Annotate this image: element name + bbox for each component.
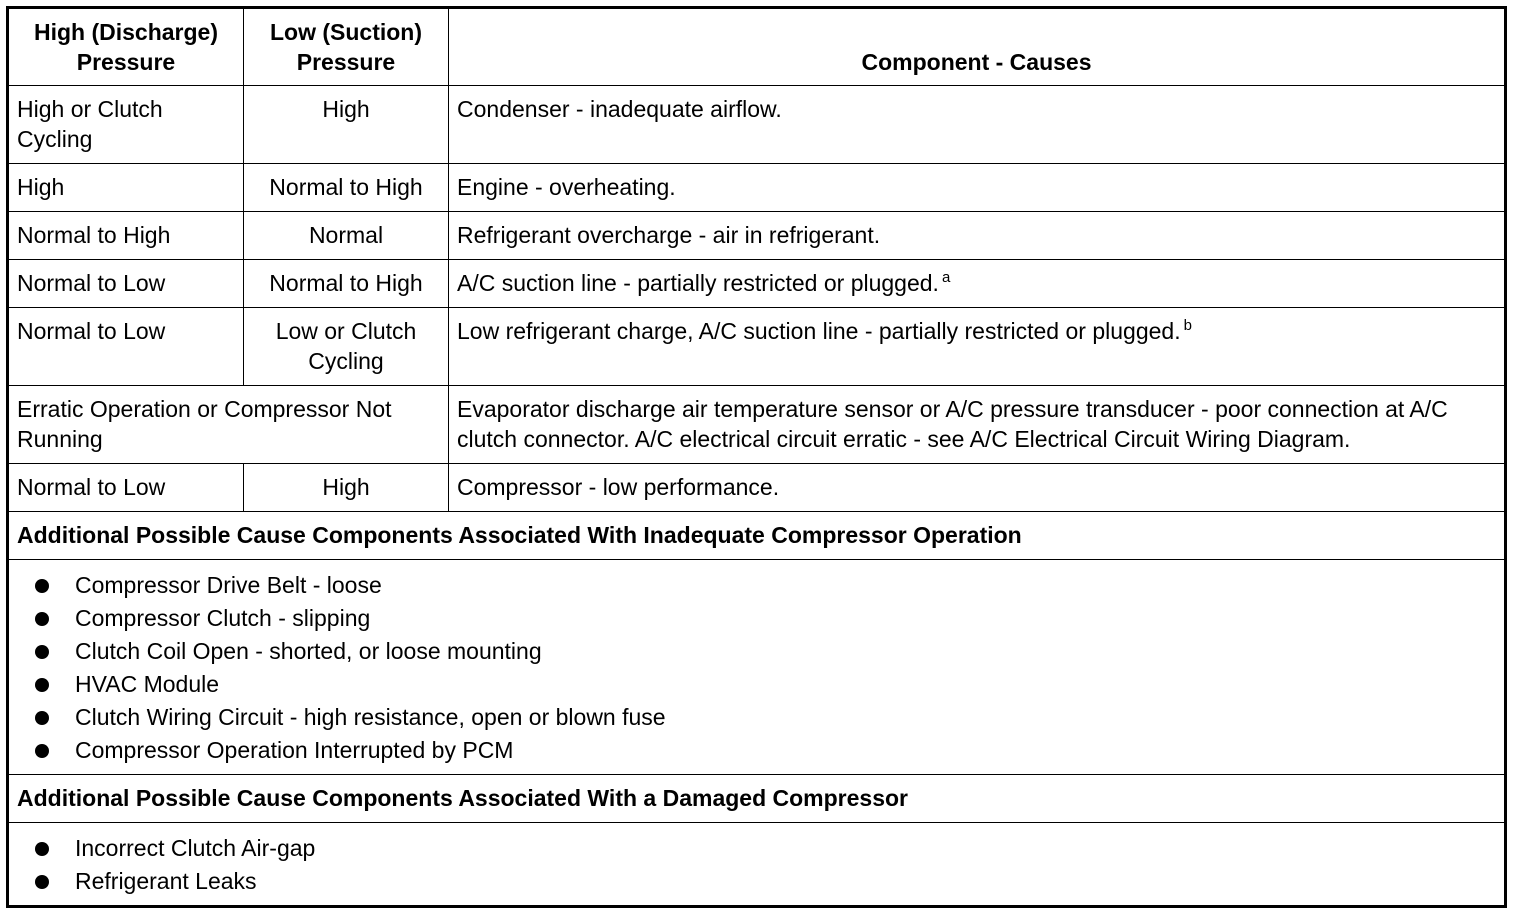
damaged-section-list-cell xyxy=(8,823,1506,907)
list-item-text: Compressor Clutch - slipping xyxy=(75,605,371,631)
bullet-dot-icon xyxy=(35,645,49,659)
list-item-text: Compressor Drive Belt - loose xyxy=(75,572,382,598)
header-component-causes: Component - Causes xyxy=(449,8,1506,86)
bullet-dot-icon xyxy=(35,612,49,626)
list-item-text: HVAC Module xyxy=(75,671,220,697)
inadequate-section-list-row xyxy=(8,560,1506,775)
list-item-text: Refrigerant Leaks xyxy=(75,868,257,894)
list-item-text: Incorrect Clutch Air-gap xyxy=(75,835,316,861)
list-item xyxy=(35,635,1496,668)
table-row xyxy=(8,464,1506,512)
inadequate-section-list-cell xyxy=(8,560,1506,775)
cause-text: A/C suction line - partially restricted or plugged. xyxy=(457,270,939,296)
list-item xyxy=(35,832,1496,865)
inadequate-cause-list xyxy=(17,569,1496,767)
header-high-pressure: High (Discharge) Pressure xyxy=(8,8,244,86)
table-row xyxy=(8,86,1506,164)
footnote-marker: b xyxy=(1183,317,1192,334)
high-pressure-cell: High or Clutch Cycling xyxy=(8,86,244,164)
cause-text: Engine - overheating. xyxy=(457,174,676,200)
cause-cell xyxy=(449,308,1506,386)
table-row xyxy=(8,308,1506,386)
list-item xyxy=(35,701,1496,734)
damaged-section-header-row xyxy=(8,775,1506,823)
cause-cell: Evaporator discharge air temperature sensor or A/C pressure transducer - poor connection at A/C clutch connector. A/C electrical circuit erratic - see A/C Electrical Circuit Wiring Diagram. xyxy=(449,386,1506,464)
bullet-dot-icon xyxy=(35,744,49,758)
table-row xyxy=(8,260,1506,308)
inadequate-section-title: Additional Possible Cause Components Associated With Inadequate Compressor Operation xyxy=(8,512,1506,560)
list-item xyxy=(35,865,1496,898)
cause-text: Refrigerant overcharge - air in refrigerant. xyxy=(457,222,881,248)
cause-cell: Compressor - low performance. xyxy=(449,464,1506,512)
damaged-cause-list xyxy=(17,832,1496,898)
footnote-marker: a xyxy=(941,269,951,286)
list-item xyxy=(35,668,1496,701)
bullet-dot-icon xyxy=(35,875,49,889)
header-row xyxy=(8,8,1506,86)
cause-text: Low refrigerant charge, A/C suction line - partially restricted or plugged. xyxy=(457,318,1181,344)
table-row xyxy=(8,212,1506,260)
bullet-dot-icon xyxy=(35,842,49,856)
low-pressure-cell: Normal to High xyxy=(244,260,449,308)
low-pressure-cell: Normal to High xyxy=(244,164,449,212)
list-item xyxy=(35,734,1496,767)
list-item-text: Compressor Operation Interrupted by PCM xyxy=(75,737,514,763)
low-pressure-cell: Low or Clutch Cycling xyxy=(244,308,449,386)
bullet-dot-icon xyxy=(35,711,49,725)
cause-cell xyxy=(449,164,1506,212)
list-item-text: Clutch Wiring Circuit - high resistance, open or blown fuse xyxy=(75,704,666,730)
table-row xyxy=(8,386,1506,464)
table-row xyxy=(8,164,1506,212)
bullet-dot-icon xyxy=(35,579,49,593)
list-item xyxy=(35,569,1496,602)
cause-cell xyxy=(449,260,1506,308)
high-pressure-cell: Normal to Low xyxy=(8,464,244,512)
cause-cell xyxy=(449,86,1506,164)
list-item-text: Clutch Coil Open - shorted, or loose mounting xyxy=(75,638,542,664)
damaged-section-list-row xyxy=(8,823,1506,907)
cause-text: Condenser - inadequate airflow. xyxy=(457,96,782,122)
header-low-pressure: Low (Suction) Pressure xyxy=(244,8,449,86)
high-pressure-cell: Normal to High xyxy=(8,212,244,260)
high-pressure-cell: Normal to Low xyxy=(8,260,244,308)
low-pressure-cell: High xyxy=(244,464,449,512)
bullet-dot-icon xyxy=(35,678,49,692)
diagnosis-table xyxy=(6,6,1507,908)
low-pressure-cell: Normal xyxy=(244,212,449,260)
cause-cell xyxy=(449,212,1506,260)
erratic-condition-cell: Erratic Operation or Compressor Not Running xyxy=(8,386,449,464)
list-item xyxy=(35,602,1496,635)
high-pressure-cell: Normal to Low xyxy=(8,308,244,386)
inadequate-section-header-row xyxy=(8,512,1506,560)
low-pressure-cell: High xyxy=(244,86,449,164)
high-pressure-cell: High xyxy=(8,164,244,212)
damaged-section-title: Additional Possible Cause Components Associated With a Damaged Compressor xyxy=(8,775,1506,823)
